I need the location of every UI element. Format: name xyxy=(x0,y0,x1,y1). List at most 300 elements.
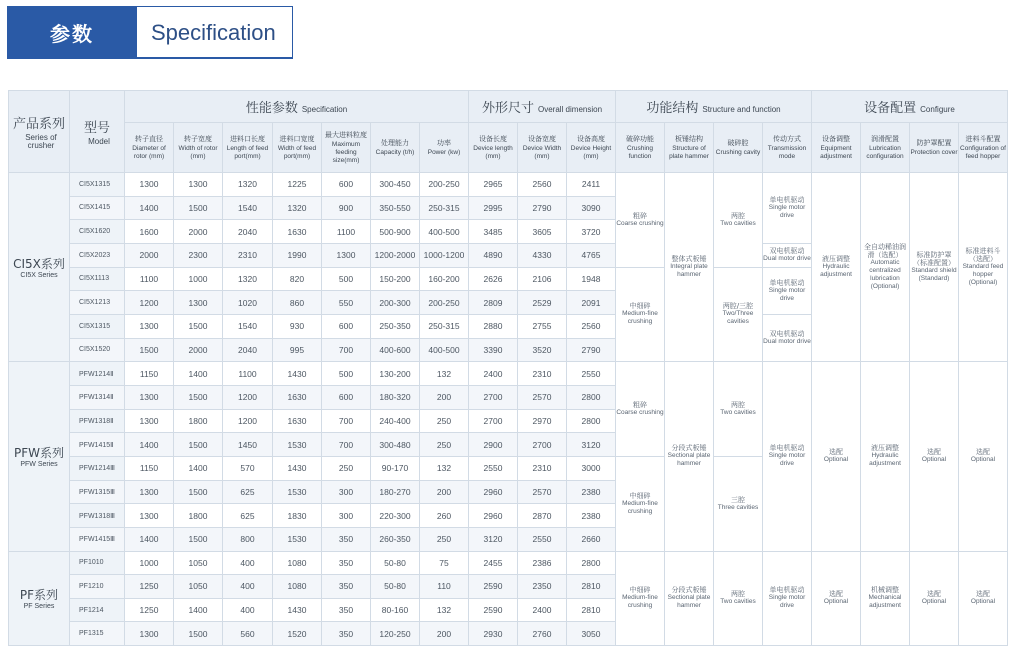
data-cell: 2590 xyxy=(469,598,518,622)
column-header-en: Device Height (mm) xyxy=(570,144,612,160)
data-cell: 300-450 xyxy=(371,173,420,197)
plate-cell xyxy=(665,173,714,362)
data-cell: 2960 xyxy=(469,480,518,504)
hopper-en: Standard feed hopper (Optional) xyxy=(962,263,1004,287)
series-en: PFW Series xyxy=(20,461,58,469)
data-cell: 2700 xyxy=(469,385,518,409)
data-cell: 1500 xyxy=(174,480,223,504)
transmission-cn: 双电机驱动 xyxy=(769,247,805,256)
data-cell: 2400 xyxy=(469,362,518,386)
data-cell: 2529 xyxy=(518,291,567,315)
transmission-en: Single motor drive xyxy=(768,452,806,468)
cover-cell xyxy=(910,551,959,646)
data-cell: 250 xyxy=(322,456,371,480)
column-header-cn: 设备长度 xyxy=(479,134,507,143)
model-cell: CI5X1113 xyxy=(70,267,125,291)
column-header-cn: 设备调整 xyxy=(822,134,850,143)
data-cell: 1150 xyxy=(125,456,174,480)
model-cell: PFW1315Ⅲ xyxy=(70,480,125,504)
data-cell: 3720 xyxy=(567,220,616,244)
data-cell: 1948 xyxy=(567,267,616,291)
data-cell: 1050 xyxy=(174,551,223,575)
column-header-cn: 设备高度 xyxy=(577,134,605,143)
column-header xyxy=(910,123,959,173)
group-cn: 设备配置 xyxy=(864,101,917,116)
data-cell: 250-315 xyxy=(420,196,469,220)
data-cell: 1100 xyxy=(223,362,273,386)
series-en: PF Series xyxy=(23,603,55,611)
column-header-row xyxy=(9,123,1008,173)
data-cell: 800 xyxy=(223,527,273,551)
data-cell: 1080 xyxy=(273,575,322,599)
data-cell: 50-80 xyxy=(371,575,420,599)
data-cell: 2000 xyxy=(174,220,223,244)
plate-en: Integral plate hammer xyxy=(670,263,708,279)
data-cell: 2400 xyxy=(518,598,567,622)
data-cell: 2380 xyxy=(567,504,616,528)
data-cell: 350 xyxy=(322,622,371,646)
data-cell: 1500 xyxy=(174,196,223,220)
data-cell: 400-600 xyxy=(371,338,420,362)
data-cell: 2310 xyxy=(223,243,273,267)
column-header-cn: 进料斗配置 xyxy=(965,134,1001,143)
column-header-cn: 破碎腔 xyxy=(727,138,749,147)
data-cell: 1800 xyxy=(174,504,223,528)
data-cell: 700 xyxy=(322,433,371,457)
data-cell: 1300 xyxy=(174,173,223,197)
column-header-cn: 润滑配置 xyxy=(871,134,899,143)
column-header xyxy=(420,123,469,173)
plate-cn: 分段式板锤 xyxy=(671,444,707,453)
data-cell: 2810 xyxy=(567,598,616,622)
data-cell: 240-400 xyxy=(371,409,420,433)
data-cell: 3050 xyxy=(567,622,616,646)
data-cell: 860 xyxy=(273,291,322,315)
plate-en: Sectional plate hammer xyxy=(667,452,711,468)
column-header-en: Lubrication configuration xyxy=(866,144,904,160)
data-cell: 250-315 xyxy=(420,314,469,338)
cavity-cell xyxy=(714,267,763,362)
model-header-cn: 型号 xyxy=(83,121,110,136)
data-cell: 900 xyxy=(322,196,371,220)
data-cell: 1400 xyxy=(174,598,223,622)
transmission-cell xyxy=(763,267,812,314)
data-cell: 1020 xyxy=(223,291,273,315)
data-cell: 1050 xyxy=(174,575,223,599)
cavity-en: Three cavities xyxy=(717,503,759,511)
data-cell: 130-200 xyxy=(371,362,420,386)
data-cell: 1400 xyxy=(125,527,174,551)
series-cell xyxy=(9,551,70,646)
data-cell: 2570 xyxy=(518,480,567,504)
function-en: Coarse crushing xyxy=(616,219,664,227)
column-header xyxy=(567,123,616,173)
lube-en: Mechanical adjustment xyxy=(868,594,902,610)
data-cell: 1630 xyxy=(273,409,322,433)
data-cell: 200 xyxy=(420,480,469,504)
cavity-cn: 两腔 xyxy=(731,401,745,410)
data-cell: 2455 xyxy=(469,551,518,575)
function-en: Medium-fine crushing xyxy=(622,310,658,326)
data-cell: 1500 xyxy=(174,385,223,409)
column-header xyxy=(273,123,322,173)
data-cell: 350 xyxy=(322,575,371,599)
transmission-cn: 单电机驱动 xyxy=(769,586,805,595)
column-header xyxy=(861,123,910,173)
data-cell: 260 xyxy=(420,504,469,528)
data-cell: 1000-1200 xyxy=(420,243,469,267)
spec-table xyxy=(8,90,1008,646)
adjust-cn: 选配 xyxy=(829,448,843,457)
data-cell: 300 xyxy=(322,480,371,504)
data-cell: 2880 xyxy=(469,314,518,338)
cavity-cn: 两腔 xyxy=(731,211,745,220)
function-cn: 粗碎 xyxy=(633,401,647,410)
transmission-en: Single motor drive xyxy=(768,203,806,219)
data-cell: 2660 xyxy=(567,527,616,551)
cover-en: Standard shield (Standard) xyxy=(911,267,957,283)
data-cell: 2755 xyxy=(518,314,567,338)
data-cell: 1430 xyxy=(273,456,322,480)
cavity-cell xyxy=(714,173,763,268)
data-cell: 2040 xyxy=(223,220,273,244)
transmission-cell xyxy=(763,243,812,267)
data-cell: 1080 xyxy=(273,551,322,575)
column-header xyxy=(959,123,1008,173)
data-cell: 2760 xyxy=(518,622,567,646)
column-header xyxy=(812,123,861,173)
data-cell: 2380 xyxy=(567,480,616,504)
lube-en: Automatic centralized lubrication (Optional) xyxy=(869,259,901,291)
series-cn: CI5X系列 xyxy=(13,257,65,272)
data-cell: 120-250 xyxy=(371,622,420,646)
data-cell: 1500 xyxy=(174,527,223,551)
data-cell: 300 xyxy=(322,504,371,528)
data-cell: 2965 xyxy=(469,173,518,197)
data-cell: 3520 xyxy=(518,338,567,362)
data-cell: 2350 xyxy=(518,575,567,599)
model-cell: CI5X1315 xyxy=(70,173,125,197)
column-header-en: Configuration of feed hopper xyxy=(960,144,1006,160)
data-cell: 625 xyxy=(223,504,273,528)
data-cell: 50-80 xyxy=(371,551,420,575)
cavity-cell xyxy=(714,456,763,551)
data-cell: 560 xyxy=(223,622,273,646)
hopper-cell xyxy=(959,173,1008,362)
data-cell: 1200 xyxy=(125,291,174,315)
data-cell: 1530 xyxy=(273,433,322,457)
data-cell: 2790 xyxy=(518,196,567,220)
banner-en xyxy=(137,6,293,58)
cavity-cell xyxy=(714,551,763,646)
transmission-en: Single motor drive xyxy=(768,594,806,610)
column-header-en: Capacity (t/h) xyxy=(375,148,415,156)
data-cell: 350 xyxy=(322,527,371,551)
adjust-cn: 选配 xyxy=(829,590,843,599)
data-cell: 1250 xyxy=(125,575,174,599)
data-cell: 500 xyxy=(322,362,371,386)
banner-en-text: Specification xyxy=(151,20,276,45)
data-cell: 75 xyxy=(420,551,469,575)
data-cell: 1000 xyxy=(174,267,223,291)
data-cell: 2809 xyxy=(469,291,518,315)
table-row xyxy=(9,362,1008,386)
column-header-en: Device Width (mm) xyxy=(522,144,562,160)
data-cell: 1600 xyxy=(125,220,174,244)
model-header xyxy=(70,91,125,173)
data-cell: 600 xyxy=(322,173,371,197)
data-cell: 2700 xyxy=(469,409,518,433)
data-cell: 1530 xyxy=(273,480,322,504)
data-cell: 200-250 xyxy=(420,291,469,315)
transmission-cn: 单电机驱动 xyxy=(769,195,805,204)
adjust-en: Optional xyxy=(823,456,849,464)
group-en: Specification xyxy=(301,105,348,114)
group-cn: 性能参数 xyxy=(245,101,298,116)
data-cell: 1430 xyxy=(273,598,322,622)
data-cell: 1200 xyxy=(223,385,273,409)
model-cell: PFW1314Ⅱ xyxy=(70,385,125,409)
column-header xyxy=(174,123,223,173)
function-en: Medium-fine crushing xyxy=(622,499,658,515)
banner-cn xyxy=(7,6,137,58)
data-cell: 3120 xyxy=(469,527,518,551)
column-header xyxy=(714,123,763,173)
column-header-cn: 转子宽度 xyxy=(184,134,212,143)
column-header-en: Width of feed port(mm) xyxy=(277,144,317,160)
series-cell xyxy=(9,362,70,551)
adjust-en: Hydraulic adjustment xyxy=(820,263,852,279)
data-cell: 2570 xyxy=(518,385,567,409)
data-cell: 2550 xyxy=(567,362,616,386)
function-cell xyxy=(616,456,665,551)
data-cell: 2590 xyxy=(469,575,518,599)
data-cell: 3090 xyxy=(567,196,616,220)
data-cell: 2000 xyxy=(174,338,223,362)
data-cell: 160-200 xyxy=(420,267,469,291)
model-cell: PF1315 xyxy=(70,622,125,646)
data-cell: 2870 xyxy=(518,504,567,528)
model-cell: PFW1318Ⅱ xyxy=(70,409,125,433)
data-cell: 2310 xyxy=(518,456,567,480)
data-cell: 1300 xyxy=(125,480,174,504)
data-cell: 400 xyxy=(223,598,273,622)
column-header-en: Equipment adjustment xyxy=(820,144,852,160)
function-cn: 中细碎 xyxy=(629,491,651,500)
data-cell: 4765 xyxy=(567,243,616,267)
column-header-en: Structure of plate hammer xyxy=(669,144,709,160)
data-cell: 220-300 xyxy=(371,504,420,528)
adjust-cn: 液压调整 xyxy=(822,255,850,264)
data-cell: 500-900 xyxy=(371,220,420,244)
data-cell: 1000 xyxy=(125,551,174,575)
data-cell: 1630 xyxy=(273,385,322,409)
cavity-cn: 两腔/三腔 xyxy=(722,302,754,311)
transmission-cn: 单电机驱动 xyxy=(769,278,805,287)
model-cell: PF1214 xyxy=(70,598,125,622)
column-header-cn: 板锤结构 xyxy=(675,134,703,143)
data-cell: 1400 xyxy=(174,456,223,480)
cavity-en: Two cavities xyxy=(720,219,756,227)
data-cell: 1320 xyxy=(223,173,273,197)
data-cell: 1400 xyxy=(125,196,174,220)
data-cell: 1500 xyxy=(174,433,223,457)
column-header-cn: 转子直径 xyxy=(135,134,163,143)
adjust-cell xyxy=(812,173,861,362)
cover-cn: 选配 xyxy=(927,590,941,599)
group-en: Structure and function xyxy=(702,105,781,114)
hopper-cell xyxy=(959,551,1008,646)
data-cell: 250 xyxy=(420,409,469,433)
data-cell: 2310 xyxy=(518,362,567,386)
table-row xyxy=(9,551,1008,575)
data-cell: 110 xyxy=(420,575,469,599)
hopper-en: Optional xyxy=(970,456,996,464)
data-cell: 1100 xyxy=(322,220,371,244)
group-cn: 外形尺寸 xyxy=(481,101,534,116)
data-cell: 2560 xyxy=(518,173,567,197)
data-cell: 300-480 xyxy=(371,433,420,457)
series-header-en: Series of crusher xyxy=(25,133,57,150)
model-cell: PF1210 xyxy=(70,575,125,599)
column-header-en: Transmission mode xyxy=(767,144,807,160)
cavity-en: Two cavities xyxy=(720,598,756,606)
cover-cell xyxy=(910,362,959,551)
model-cell: PF1010 xyxy=(70,551,125,575)
table-row xyxy=(9,173,1008,197)
plate-cn: 分段式板锤 xyxy=(671,586,707,595)
column-header xyxy=(469,123,518,173)
column-header-en: Width of rotor (mm) xyxy=(178,144,218,160)
column-header-cn: 进料口长度 xyxy=(230,134,265,143)
data-cell: 2790 xyxy=(567,338,616,362)
data-cell: 400-500 xyxy=(420,220,469,244)
data-cell: 3120 xyxy=(567,433,616,457)
data-cell: 2800 xyxy=(567,385,616,409)
series-en: CI5X Series xyxy=(20,272,58,280)
column-header xyxy=(125,123,174,173)
lube-cell xyxy=(861,362,910,551)
data-cell: 1540 xyxy=(223,314,273,338)
model-cell: PFW1318Ⅲ xyxy=(70,504,125,528)
column-header-en: Crushing function xyxy=(626,144,653,160)
model-cell: PFW1415Ⅱ xyxy=(70,433,125,457)
function-en: Medium-fine crushing xyxy=(622,594,658,610)
lube-cell xyxy=(861,173,910,362)
data-cell: 2000 xyxy=(125,243,174,267)
data-cell: 1300 xyxy=(125,504,174,528)
column-header-en: Length of feed port(mm) xyxy=(226,144,269,160)
data-cell: 2411 xyxy=(567,173,616,197)
group-header-row xyxy=(9,91,1008,123)
data-cell: 2800 xyxy=(567,409,616,433)
model-cell: CI5X1620 xyxy=(70,220,125,244)
data-cell: 260-350 xyxy=(371,527,420,551)
series-header xyxy=(9,91,70,173)
hopper-cell xyxy=(959,362,1008,551)
data-cell: 2091 xyxy=(567,291,616,315)
data-cell: 1500 xyxy=(174,622,223,646)
data-cell: 200-250 xyxy=(420,173,469,197)
transmission-cell xyxy=(763,314,812,361)
model-cell: CI5X1213 xyxy=(70,291,125,315)
cavity-cn: 两腔 xyxy=(731,590,745,599)
data-cell: 550 xyxy=(322,291,371,315)
data-cell: 1830 xyxy=(273,504,322,528)
data-cell: 2810 xyxy=(567,575,616,599)
group-header-dimension xyxy=(469,91,616,123)
data-cell: 1520 xyxy=(273,622,322,646)
data-cell: 132 xyxy=(420,362,469,386)
model-cell: CI5X1520 xyxy=(70,338,125,362)
data-cell: 200 xyxy=(420,622,469,646)
data-cell: 90-170 xyxy=(371,456,420,480)
cover-en: Optional xyxy=(921,598,947,606)
data-cell: 570 xyxy=(223,456,273,480)
transmission-en: Single motor drive xyxy=(768,286,806,302)
data-cell: 930 xyxy=(273,314,322,338)
hopper-cn: 标准进料斗（选配） xyxy=(965,247,1001,264)
data-cell: 1300 xyxy=(125,409,174,433)
column-header-en: Device length (mm) xyxy=(473,144,513,160)
model-cell: PFW1214Ⅲ xyxy=(70,456,125,480)
transmission-cn: 双电机驱动 xyxy=(769,330,805,339)
transmission-cell xyxy=(763,173,812,244)
data-cell: 700 xyxy=(322,338,371,362)
data-cell: 350 xyxy=(322,598,371,622)
hopper-en: Optional xyxy=(970,598,996,606)
lube-cn: 全自动稀油润滑（选配） xyxy=(864,243,906,260)
lube-cn: 机械调整 xyxy=(871,586,899,595)
hopper-cn: 选配 xyxy=(976,590,990,599)
banner-cn-text: 参数 xyxy=(50,22,94,46)
group-en: Overall dimension xyxy=(537,105,603,114)
adjust-cell xyxy=(812,362,861,551)
data-cell: 1800 xyxy=(174,409,223,433)
function-cell xyxy=(616,267,665,362)
data-cell: 2560 xyxy=(567,314,616,338)
data-cell: 4330 xyxy=(518,243,567,267)
data-cell: 200 xyxy=(420,385,469,409)
data-cell: 1500 xyxy=(125,338,174,362)
spec-table-wrapper xyxy=(8,90,1008,646)
data-cell: 250 xyxy=(420,433,469,457)
data-cell: 400 xyxy=(223,551,273,575)
data-cell: 3000 xyxy=(567,456,616,480)
column-header-cn: 功率 xyxy=(437,138,451,147)
model-cell: PFW1415Ⅲ xyxy=(70,527,125,551)
group-cn: 功能结构 xyxy=(646,101,699,116)
data-cell: 80-160 xyxy=(371,598,420,622)
data-cell: 400 xyxy=(223,575,273,599)
data-cell: 1300 xyxy=(125,385,174,409)
model-cell: CI5X1415 xyxy=(70,196,125,220)
column-header-en: Diameter of rotor (mm) xyxy=(132,144,166,160)
column-header-cn: 防护罩配置 xyxy=(916,138,952,147)
group-header-configure xyxy=(812,91,1008,123)
series-cell xyxy=(9,173,70,362)
data-cell: 132 xyxy=(420,598,469,622)
data-cell: 1990 xyxy=(273,243,322,267)
transmission-en: Dual motor drive xyxy=(763,338,811,346)
group-header-structure xyxy=(616,91,812,123)
cavity-cn: 三腔 xyxy=(731,495,745,504)
model-cell: PFW1214Ⅱ xyxy=(70,362,125,386)
data-cell: 2800 xyxy=(567,551,616,575)
data-cell: 132 xyxy=(420,456,469,480)
transmission-cell xyxy=(763,362,812,551)
cavity-en: Two cavities xyxy=(720,409,756,417)
